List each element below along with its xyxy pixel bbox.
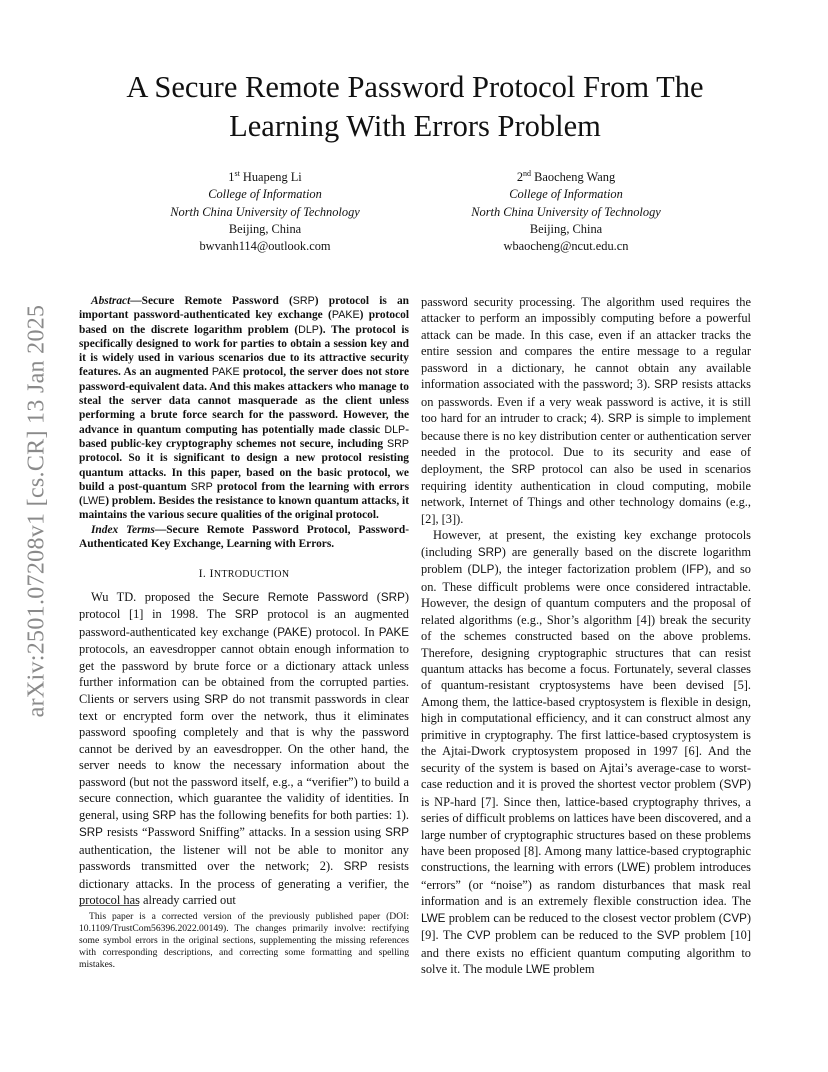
author-affiliation: North China University of Technology — [170, 204, 360, 219]
author-email[interactable]: bwvanh114@outlook.com — [199, 238, 331, 253]
body-paragraph: password security processing. The algorithm used requires the attacker to perform an impossibly computing before a powerful attack can be made. In this case, even if an attacker tracks the entire session and compares the entire message to a regular password in a dictionary, he cannot obtain any available information associated with the password; 3). SRP resists attacks on passwords. Even if a very weak password is active, it is still too hard for an intruder to crack; 4). SRP is simple to implement because there is no key distribution center or authentication server needed in the protocol. Due to its security and ease of deployment, the SRP protocol can also be used in scenarios requiring identity authentication in cloud computing, mobile network, Internet of Things and other technology domains (e.g., [2], [3]). — [421, 295, 751, 526]
left-column — [79, 294, 409, 908]
author-affiliation: North China University of Technology — [471, 204, 661, 219]
section-heading-introduction: I. INTRODUCTION — [198, 566, 290, 581]
author-affiliation: College of Information — [509, 187, 623, 202]
footnote-rule — [79, 905, 139, 906]
body-paragraph: However, at present, the existing key exchange protocols (including SRP) are generally based on the discrete logarithm problem (DLP), the integer factorization problem (IFP), and so on. These difficult problems were once considered intractable. However, the design of quantum computers and the proposal of related algorithms (e.g., Shor’s algorithm [4]) break the security of the schemes constructed based on the above problems. Therefore, designing cryptographic structures that can resist quantum attacks has become a focus. Fortunately, several classes of quantum-resistant cryptosystems have been devised [5]. Among them, the lattice-based cryptosystem is flexible in design, high in computational efficiency, and it can construct almost any primitive in cryptography. The first lattice-based cryptosystem is the Ajtai-Dwork cryptosystem proposed in 1997 [6]. And the security of the system is based on Ajtai’s average-case to worst-case reduction and it is proved the shortest vector problem (SVP) is NP-hard [7]. Since then, lattice-based cryptography thrives, a series of difficult problems on lattices have been discovered, and a large number of cryptographic structures based on these problems have been proposed [8]. Among many lattice-based cryptographic constructions, the learning with errors (LWE) problem introduces “errors” (or “noise”) as random disturbances that mask real information and is an extremely flexible construction idea. The LWE problem can be reduced to the closest vector problem (CVP) [9]. The CVP problem can be reduced to the SVP problem [10] and there exists no efficient quantum computing algorithm to solve it. The module LWE problem — [421, 528, 752, 977]
arxiv-stamp: arXiv:2501.07208v1 [cs.CR] 13 Jan 2025 — [23, 304, 50, 718]
abstract: Abstract—Secure Remote Password (SRP) protocol is an important password-authenticated key exchange (PAKE) protocol based on the discrete logarithm problem (DLP). The protocol is specifically designed to work for parties to obtain a session key and it is widely used in various scenarios due to its attractive security features. As an augmented PAKE protocol, the server does not store password-equivalent data. And this makes attackers who manage to steal the server data cannot masquerade as the client unless performing a brute force search for the password. However, the advance in quantum computing has potentially made classic DLP-based public-key cryptography schemes not secure, including SRP protocol. So it is significant to design a new protocol resisting quantum attacks. In this paper, based on the basic protocol, we build a post-quantum SRP protocol from the learning with errors (LWE) problem. Besides the resistance to known quantum attacks, it maintains the various secure qualities of the original protocol. — [79, 295, 410, 522]
paper-title: A Secure Remote Password Protocol From The Learning With Errors Problem — [126, 70, 704, 143]
author-name: 2nd Baocheng Wang — [516, 169, 616, 185]
footnote: This paper is a corrected version of the previously published paper (DOI: 10.1109/TrustCom56396.2022.00149). The changes primarily involve: rectifying some symbol errors in the original sections, supplementing the missing references with corresponding descriptions, and correcting some formatting and spelling mistakes. — [79, 911, 409, 970]
author-location: Beijing, China — [228, 221, 302, 236]
author-name: 1st Huapeng Li — [228, 169, 302, 185]
right-column — [421, 294, 751, 979]
author-affiliation: College of Information — [208, 187, 322, 202]
intro-paragraph: Wu TD. proposed the Secure Remote Password (SRP) protocol [1] in 1998. The SRP protocol is an augmented password-authenticated key exchange (PAKE) protocol. In PAKE protocols, an eavesdropper cannot obtain enough information to get the password by brute force or a dictionary attack unless further information can be obtained from the corrupted parties. Clients or servers using SRP do not transmit passwords in clear text or encrypted form over the network, thus it eliminates password spoofing completely and that is why the password cannot be derived by an eavesdropper. On the other hand, the server needs to know the necessary information about the password (but not the password itself, e.g., a “verifier”) to build a secure connection, which guarantee the validity of identities. In general, using SRP has the following benefits for both parties: 1). SRP resists “Password Sniffing” attacks. In a session using SRP authentication, the listener will not be able to monitor any passwords transmitted over the network; 2). SRP resists dictionary attacks. In the process of generating a verifier, the protocol has already carried out — [79, 589, 410, 907]
index-terms: Index Terms—Secure Remote Password Protocol, Password-Authenticated Key Exchange, Learning with Errors. — [79, 523, 409, 551]
author-email[interactable]: wbaocheng@ncut.edu.cn — [503, 238, 629, 253]
author-block-1 — [115, 165, 415, 255]
author-block-2 — [416, 165, 716, 255]
author-location: Beijing, China — [529, 221, 603, 236]
